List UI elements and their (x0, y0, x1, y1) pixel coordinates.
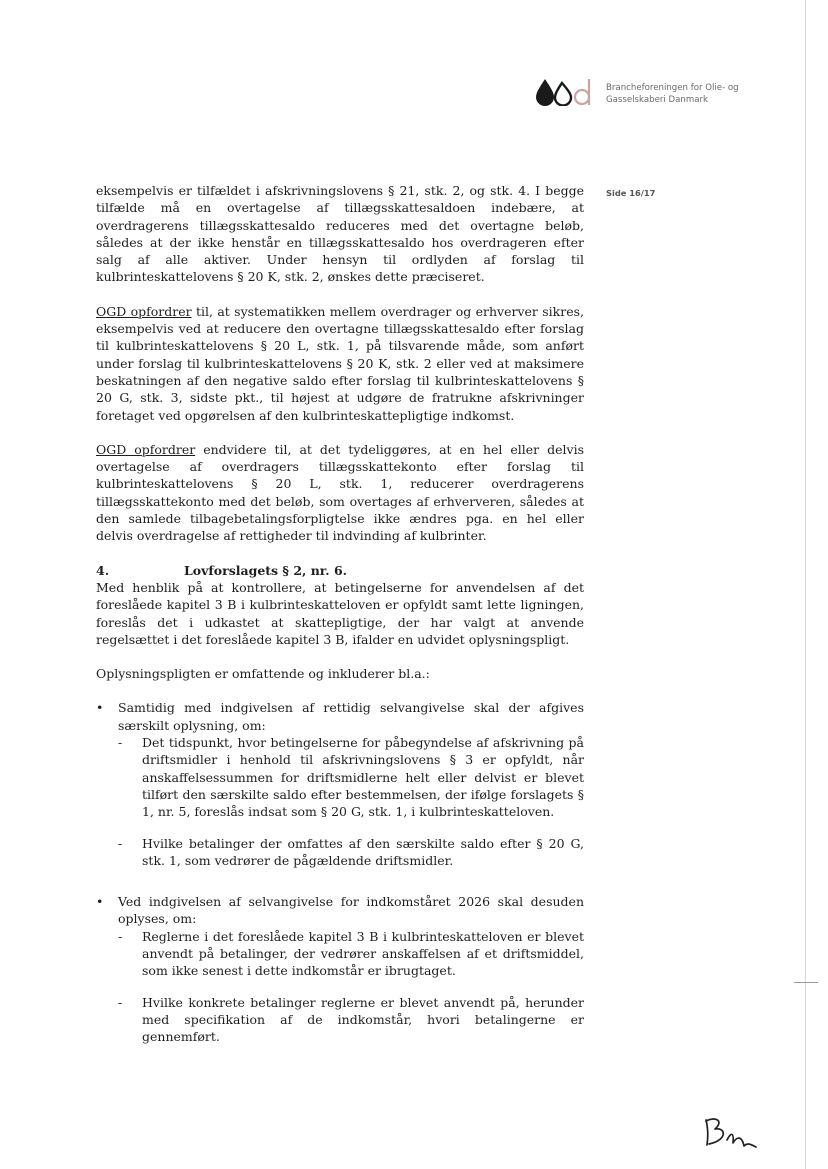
dash-item (118, 928, 584, 980)
scan-edge-line (805, 0, 806, 1169)
handwritten-initials (700, 1112, 770, 1152)
dash-icon: - (118, 994, 123, 1010)
section-number: 4. (96, 562, 110, 578)
dash-item-text: Hvilke betalinger der omfattes af den særskilte saldo efter § 20 G, stk. 1, som vedrører de pågældende driftsmidler. (142, 835, 584, 868)
paragraph-2-text: til, at systematikken mellem overdrager og erhverver sikres, eksempelvis ved at reducere den overtagne tillægsskattesaldo efter forslag til kulbrinteskattelovens § 20 L, stk. 1, på tilsvarende måde, som anført under forslag til kulbrinteskattelovens § 20 K, stk. 2 eller ved at maksimere beskatningen af den negative saldo efter forslag til kulbrinteskattelovens § 20 G, stk. 3, sidste pkt., til højest at udgøre de fratrukne afskrivninger foretaget ved opgørelsen af den kulbrinteskattepligtige indkomst. (96, 303, 584, 423)
scan-edge-tick (794, 982, 818, 983)
bullet-item-1 (96, 699, 584, 869)
dash-list-1 (118, 734, 584, 869)
bullet-icon: • (96, 894, 104, 910)
paragraph-2 (96, 303, 584, 424)
paragraph-3-lead: OGD opfordrer (96, 441, 196, 457)
bullet-list (96, 699, 584, 1045)
paragraph-3-text: endvidere til, at det tydeliggøres, at en hel eller delvis overtagelse af overdragers tillægsskattekonto efter forslag til kulbrinteskattelovens § 20 L, stk. 1, reducerer overdragerens tillægsskattekonto med det beløb, som overtages af erhververen, således at den samlede tilbagebetalingsforpligtelse ikke ændres pga. en hel eller delvis overdragelse af rettigheder til indvinding af kulbrinter. (96, 441, 585, 544)
bullet-icon: • (96, 700, 104, 716)
dash-list-2 (118, 928, 584, 1046)
dash-item-text: Det tidspunkt, hvor betingelserne for påbegyndelse af afskrivning på driftsmidler i henhold til afskrivningslovens § 3 er opfyldt, når anskaffelsessummen for driftsmidlerne helt eller delvist er blevet tilført den særskilte saldo efter bestemmelsen, der ifølge forslagets § 1, nr. 5, foreslås indsat som § 20 G, stk. 1, i kulbrinteskatteloven. (142, 735, 584, 820)
dash-icon: - (118, 735, 123, 751)
organization-name (606, 82, 796, 106)
dash-item (118, 835, 584, 870)
section-heading (96, 562, 584, 579)
dash-icon: - (118, 928, 123, 944)
paragraph-3 (96, 441, 584, 545)
page-number: Side 16/17 (606, 188, 656, 198)
paragraph-5: Oplysningspligten er omfattende og inkluderer bl.a.: (96, 666, 430, 682)
dash-icon: - (118, 835, 123, 851)
section-title: Lovforslagets § 2, nr. 6. (184, 562, 348, 578)
dash-item (118, 734, 584, 820)
bullet-item-2-text: Ved indgivelsen af selvangivelse for indkomståret 2026 skal desuden oplyses, om: (118, 894, 584, 927)
organization-line-2: Gasselskaberi Danmark (606, 95, 708, 105)
paragraph-1: eksempelvis er tilfældet i afskrivningslovens § 21, stk. 2, og stk. 4. I begge tilfælde må en overtagelse af tillægsskattesaldoen indebære, at overdragerens tillægsskattesaldo reduceres med det overtagne beløb, således at der ikke henstår en tillægsskattesaldo hos overdrageren efter salg af alle aktiver. Under hensyn til ordlyden af forslag til kulbrinteskattelovens § 20 K, stk. 2, ønskes dette præciseret. (96, 183, 584, 285)
dash-item-text: Reglerne i det foreslåede kapitel 3 B i kulbrinteskatteloven er blevet anvendt på betalinger, der vedrører anskaffelsen af et driftsmiddel, som ikke senest i dette indkomstår er ibrugtaget. (142, 928, 584, 979)
paragraph-4: Med henblik på at kontrollere, at betingelserne for anvendelsen af det foreslåede kapitel 3 B i kulbrinteskatteloven er opfyldt samt lette ligningen, foreslås det i udkastet at skattepligtige, der har valgt at anvende regelsættet i det foreslåede kapitel 3 B, ifalder en udvidet oplysningspligt. (96, 579, 584, 647)
bullet-item-1-text: Samtidig med indgivelsen af rettidig selvangivelse skal der afgives særskilt oplysning, om: (118, 700, 584, 733)
dash-item (118, 994, 584, 1046)
paragraph-2-lead: OGD opfordrer (96, 303, 192, 319)
ogd-logo (535, 76, 597, 106)
dash-item-text: Hvilke konkrete betalinger reglerne er blevet anvendt på, herunder med specifikation af de indkomstår, hvori betalingerne er gennemført. (142, 994, 584, 1045)
organization-line-1: Brancheforeningen for Olie- og (606, 83, 739, 93)
bullet-item-2 (96, 893, 584, 1045)
document-body (96, 182, 584, 1045)
